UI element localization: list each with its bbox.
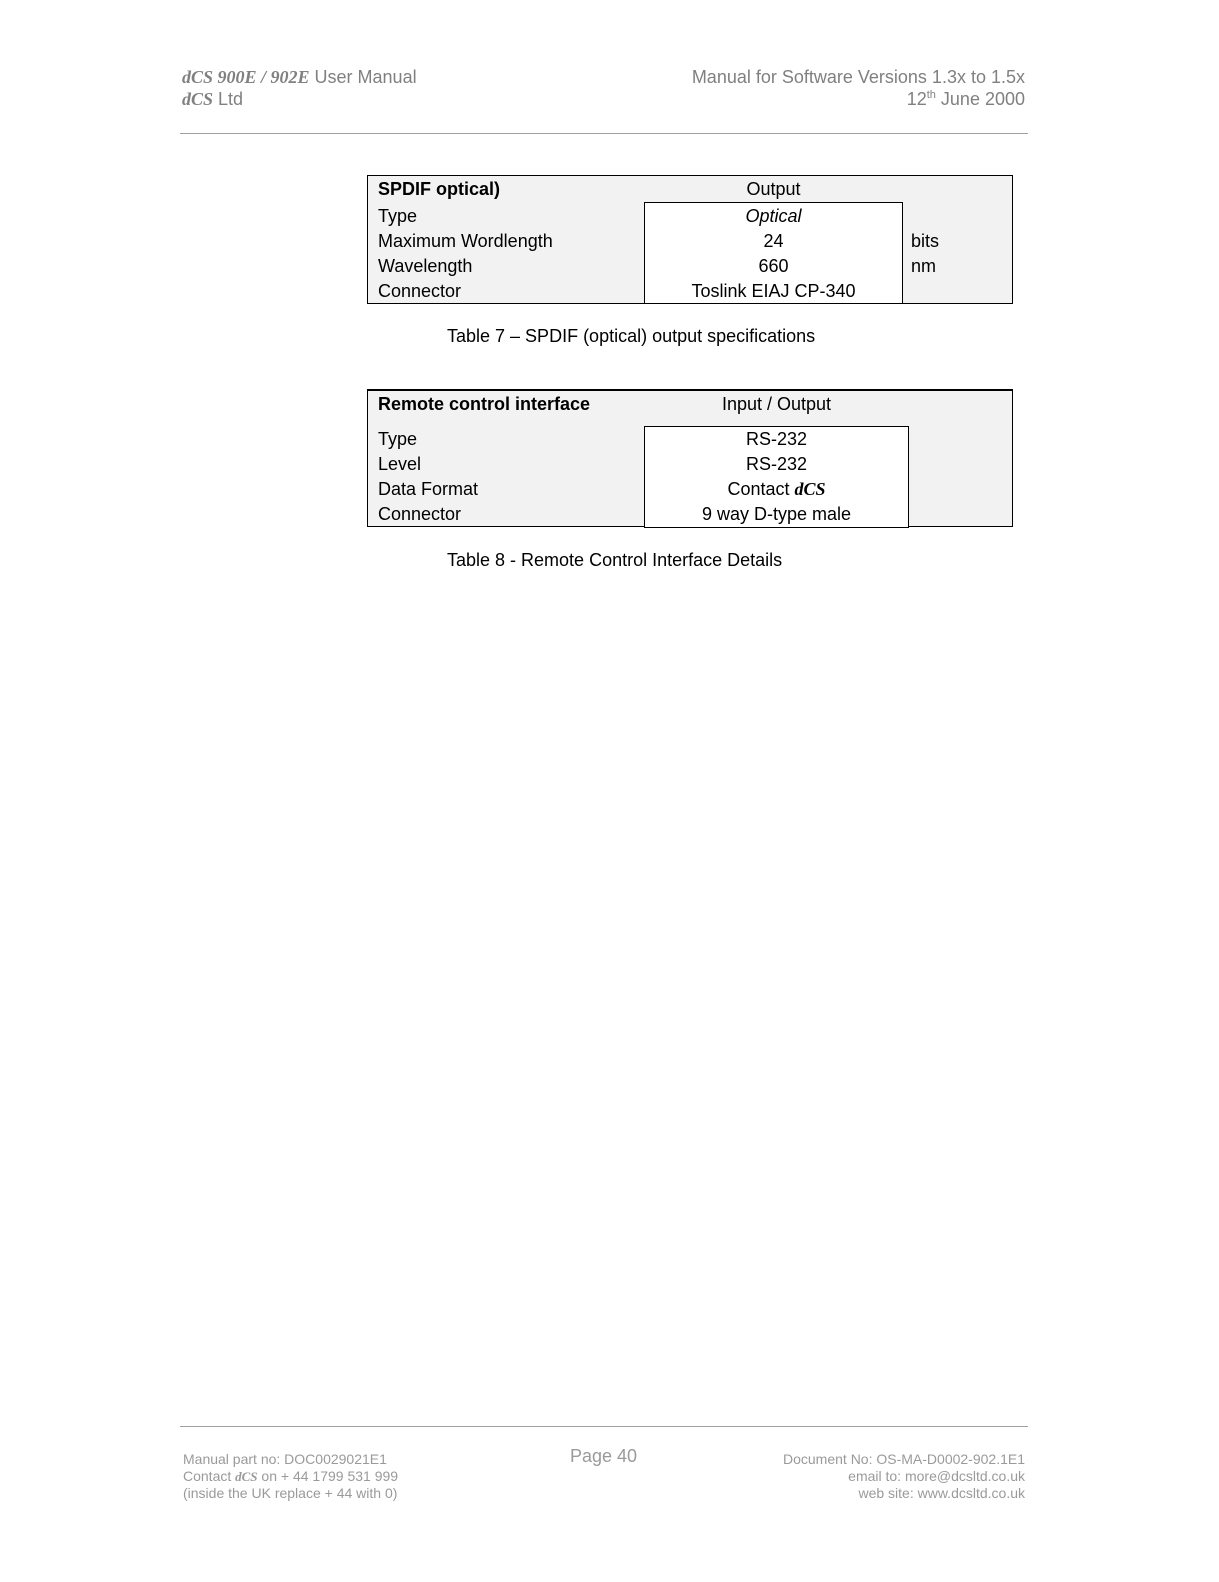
table-row (368, 427, 1012, 452)
table-row (368, 452, 1012, 477)
footer-website: web site: www.dcsltd.co.uk (858, 1485, 1025, 1501)
row-value: RS-232 (745, 454, 808, 474)
table-header-row (368, 177, 1012, 202)
row-value: Contact dCS (727, 479, 826, 499)
row-label: Type (378, 206, 418, 226)
table-title: SPDIF optical) (378, 179, 501, 199)
brand-logo-text: dCS (182, 89, 214, 109)
brand-logo-text: dCS (235, 1469, 258, 1484)
table-title: Remote control interface (378, 394, 591, 414)
row-label: Maximum Wordlength (378, 231, 553, 251)
header-software-versions: Manual for Software Versions 1.3x to 1.5x (691, 67, 1025, 87)
row-value: 660 (758, 256, 789, 276)
footer-rule (180, 1426, 1028, 1427)
brand-logo-text: dCS (794, 479, 826, 499)
table-header-row (368, 392, 1012, 417)
footer-document-number: Document No: OS-MA-D0002-902.1E1 (783, 1451, 1025, 1467)
row-value: Optical (745, 206, 802, 226)
row-label: Data Format (378, 479, 479, 499)
running-header-left (182, 66, 417, 110)
remote-control-interface-table (367, 389, 1013, 527)
table-7-caption: Table 7 – SPDIF (optical) output specifications (447, 326, 816, 346)
table-direction: Output (746, 179, 801, 199)
row-label: Connector (378, 281, 462, 301)
running-header-right (692, 66, 1025, 110)
footer-right (783, 1451, 1025, 1502)
table-row (368, 502, 1012, 527)
row-unit: bits (911, 231, 940, 251)
spdif-optical-spec-table (367, 175, 1013, 304)
row-value: 9 way D-type male (701, 504, 852, 524)
footer-contact-phone: Contact dCS on + 44 1799 531 999 (183, 1468, 399, 1484)
header-product-title: dCS 900E / 902E User Manual (182, 67, 417, 87)
row-label: Level (378, 454, 422, 474)
row-unit: nm (911, 256, 937, 276)
table-row (368, 204, 1012, 229)
row-label: Type (378, 429, 418, 449)
header-date: 12th June 2000 (906, 89, 1025, 109)
footer-left (183, 1451, 398, 1502)
row-label: Connector (378, 504, 462, 524)
header-rule (180, 133, 1028, 134)
footer-email: email to: more@dcsltd.co.uk (848, 1468, 1025, 1484)
footer-part-number: Manual part no: DOC0029021E1 (183, 1451, 387, 1467)
table-direction: Input / Output (721, 394, 832, 414)
table-8-caption: Table 8 - Remote Control Interface Details (447, 550, 783, 570)
footer-uk-note: (inside the UK replace + 44 with 0) (183, 1485, 398, 1501)
row-label: Wavelength (378, 256, 473, 276)
table-row (368, 279, 1012, 304)
row-value: Toslink EIAJ CP-340 (691, 281, 856, 301)
table-row (368, 477, 1012, 502)
brand-logo-text: dCS 900E / 902E (182, 67, 310, 87)
table-row (368, 254, 1012, 279)
row-value: RS-232 (745, 429, 808, 449)
header-company: dCS Ltd (182, 89, 244, 109)
row-value: 24 (763, 231, 784, 251)
table-row (368, 229, 1012, 254)
page-number: Page 40 (570, 1446, 638, 1466)
